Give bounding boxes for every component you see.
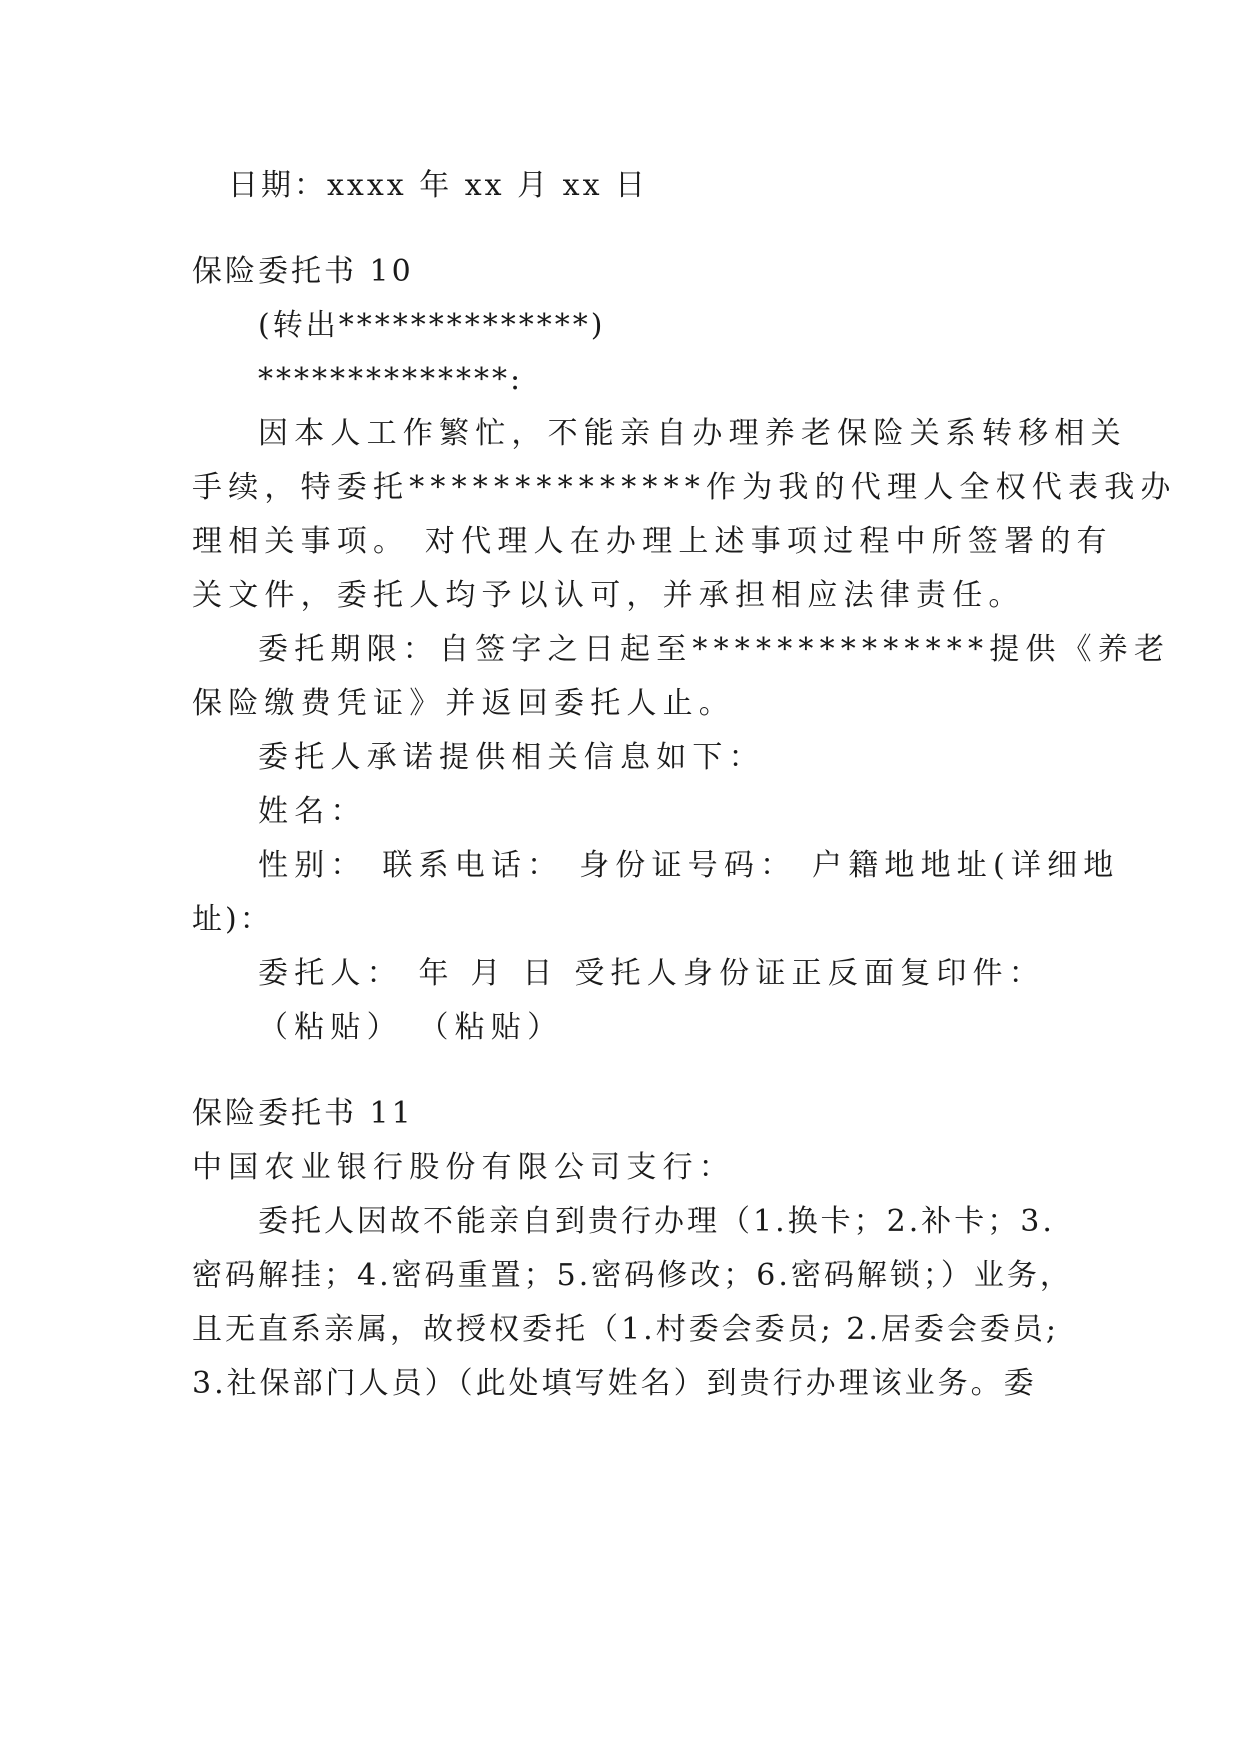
paragraph-line: （粘贴） （粘贴）: [258, 1010, 564, 1045]
section-title-10: 保险委托书 10: [192, 254, 414, 289]
paragraph-line: 址)：: [192, 902, 273, 937]
paragraph-line: 手续，特委托**************作为我的代理人全权代表我办: [192, 470, 1177, 505]
paragraph-line: 保险缴费凭证》并返回委托人止。: [192, 686, 735, 721]
paragraph-line: 3.社保部门人员）（此处填写姓名）到贵行办理该业务。委: [192, 1366, 1037, 1401]
paragraph-line: 姓名：: [258, 794, 367, 829]
paragraph-line: 委托人承诺提供相关信息如下：: [258, 740, 765, 775]
paragraph-line: 且无直系亲属，故授权委托（1.村委会委员; 2.居委会委员;: [192, 1312, 1059, 1347]
paragraph-line: 因本人工作繁忙，不能亲自办理养老保险关系转移相关: [258, 416, 1127, 451]
paragraph-line: 关文件，委托人均予以认可，并承担相应法律责任。: [192, 578, 1025, 613]
paragraph-line: **************:: [258, 362, 524, 397]
paragraph-line: 性别： 联系电话： 身份证号码： 户籍地地址(详细地: [258, 848, 1120, 883]
paragraph-line: (转出**************): [258, 308, 606, 343]
section-title-11: 保险委托书 11: [192, 1096, 414, 1131]
paragraph-line: 委托期限：自签字之日起至**************提供《养老: [258, 632, 1171, 667]
paragraph-line: 密码解挂；4.密码重置；5.密码修改；6.密码解锁；）业务，: [192, 1258, 1073, 1293]
paragraph-line: 委托人： 年 月 日 受托人身份证正反面复印件：: [258, 956, 1045, 991]
paragraph-line: 中国农业银行股份有限公司支行：: [192, 1150, 735, 1185]
date-line: 日期：xxxx 年 xx 月 xx 日: [228, 168, 649, 203]
paragraph-line: 委托人因故不能亲自到贵行办理（1.换卡；2.补卡；3.: [258, 1204, 1055, 1239]
paragraph-line: 理相关事项。 对代理人在办理上述事项过程中所签署的有: [192, 524, 1113, 559]
